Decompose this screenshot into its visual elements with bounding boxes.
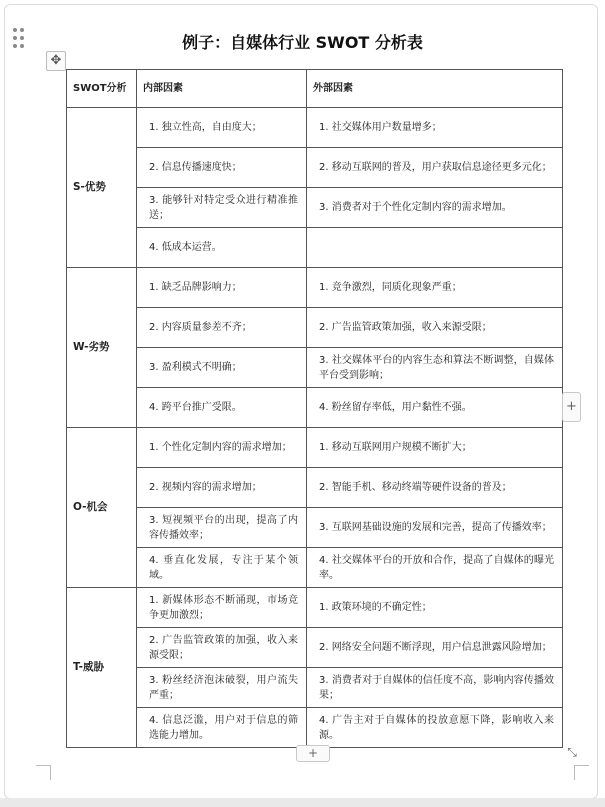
page-title: 例子：自媒体行业 SWOT 分析表 bbox=[182, 33, 423, 52]
external-cell[interactable] bbox=[307, 228, 563, 268]
table-row bbox=[67, 708, 563, 748]
table-header-row bbox=[67, 70, 563, 108]
table-row bbox=[67, 548, 563, 588]
external-cell[interactable]: 1. 竞争激烈，同质化现象严重； bbox=[307, 268, 563, 308]
internal-cell[interactable]: 2. 信息传播速度快； bbox=[137, 148, 307, 188]
category-opportunities[interactable]: O-机会 bbox=[67, 428, 137, 588]
table-row bbox=[67, 268, 563, 308]
internal-cell[interactable]: 3. 短视频平台的出现，提高了内容传播效率； bbox=[137, 508, 307, 548]
internal-cell[interactable]: 3. 盈利模式不明确； bbox=[137, 348, 307, 388]
internal-cell[interactable]: 2. 广告监管政策的加强，收入来源受限； bbox=[137, 628, 307, 668]
external-cell[interactable]: 3. 社交媒体平台的内容生态和算法不断调整，自媒体平台受到影响； bbox=[307, 348, 563, 388]
category-weaknesses[interactable]: W-劣势 bbox=[67, 268, 137, 428]
table-row bbox=[67, 388, 563, 428]
external-cell[interactable]: 4. 粉丝留存率低，用户黏性不强。 bbox=[307, 388, 563, 428]
table-row bbox=[67, 308, 563, 348]
table-row bbox=[67, 428, 563, 468]
header-internal: 内部因素 bbox=[137, 70, 307, 108]
internal-cell[interactable]: 3. 粉丝经济泡沫破裂，用户流失严重； bbox=[137, 668, 307, 708]
internal-cell[interactable]: 4. 垂直化发展，专注于某个领域。 bbox=[137, 548, 307, 588]
external-cell[interactable]: 4. 广告主对于自媒体的投放意愿下降，影响收入来源。 bbox=[307, 708, 563, 748]
table-row bbox=[67, 668, 563, 708]
table-row bbox=[67, 468, 563, 508]
internal-cell[interactable]: 1. 缺乏品牌影响力； bbox=[137, 268, 307, 308]
internal-cell[interactable]: 4. 信息泛滥，用户对于信息的筛选能力增加。 bbox=[137, 708, 307, 748]
internal-cell[interactable]: 2. 视频内容的需求增加； bbox=[137, 468, 307, 508]
external-cell[interactable]: 2. 网络安全问题不断浮现，用户信息泄露风险增加； bbox=[307, 628, 563, 668]
add-row-button[interactable]: + bbox=[296, 745, 330, 762]
external-cell[interactable]: 2. 智能手机、移动终端等硬件设备的普及； bbox=[307, 468, 563, 508]
table-row bbox=[67, 228, 563, 268]
external-cell[interactable]: 2. 移动互联网的普及，用户获取信息途径更多元化； bbox=[307, 148, 563, 188]
external-cell[interactable]: 1. 移动互联网用户规模不断扩大； bbox=[307, 428, 563, 468]
internal-cell[interactable]: 1. 个性化定制内容的需求增加； bbox=[137, 428, 307, 468]
table-row bbox=[67, 148, 563, 188]
internal-cell[interactable]: 2. 内容质量参差不齐； bbox=[137, 308, 307, 348]
internal-cell[interactable]: 1. 独立性高，自由度大； bbox=[137, 108, 307, 148]
external-cell[interactable]: 1. 社交媒体用户数量增多； bbox=[307, 108, 563, 148]
category-threats[interactable]: T-威胁 bbox=[67, 588, 137, 748]
header-swot: SWOT分析 bbox=[67, 70, 137, 108]
category-strengths[interactable]: S-优势 bbox=[67, 108, 137, 268]
swot-table bbox=[66, 69, 563, 748]
external-cell[interactable]: 3. 互联网基础设施的发展和完善，提高了传播效率； bbox=[307, 508, 563, 548]
table-row bbox=[67, 508, 563, 548]
add-column-button[interactable]: + bbox=[562, 392, 581, 422]
crop-mark-icon bbox=[36, 765, 51, 780]
internal-cell[interactable]: 3. 能够针对特定受众进行精准推送； bbox=[137, 188, 307, 228]
resize-icon[interactable]: ⤡ bbox=[567, 745, 577, 759]
external-cell[interactable]: 1. 政策环境的不确定性； bbox=[307, 588, 563, 628]
table-row bbox=[67, 188, 563, 228]
table-row bbox=[67, 108, 563, 148]
crop-mark-icon bbox=[574, 765, 589, 780]
table-row bbox=[67, 628, 563, 668]
external-cell[interactable]: 3. 消费者对于个性化定制内容的需求增加。 bbox=[307, 188, 563, 228]
page-bottom-edge bbox=[0, 798, 605, 807]
internal-cell[interactable]: 1. 新媒体形态不断涌现，市场竞争更加激烈； bbox=[137, 588, 307, 628]
external-cell[interactable]: 2. 广告监管政策加强，收入来源受限； bbox=[307, 308, 563, 348]
table-move-icon[interactable]: ✥ bbox=[46, 51, 66, 71]
table-row bbox=[67, 348, 563, 388]
internal-cell[interactable]: 4. 跨平台推广受限。 bbox=[137, 388, 307, 428]
header-external: 外部因素 bbox=[307, 70, 563, 108]
external-cell[interactable]: 4. 社交媒体平台的开放和合作，提高了自媒体的曝光率。 bbox=[307, 548, 563, 588]
internal-cell[interactable]: 4. 低成本运营。 bbox=[137, 228, 307, 268]
external-cell[interactable]: 3. 消费者对于自媒体的信任度不高，影响内容传播效果； bbox=[307, 668, 563, 708]
table-row bbox=[67, 588, 563, 628]
